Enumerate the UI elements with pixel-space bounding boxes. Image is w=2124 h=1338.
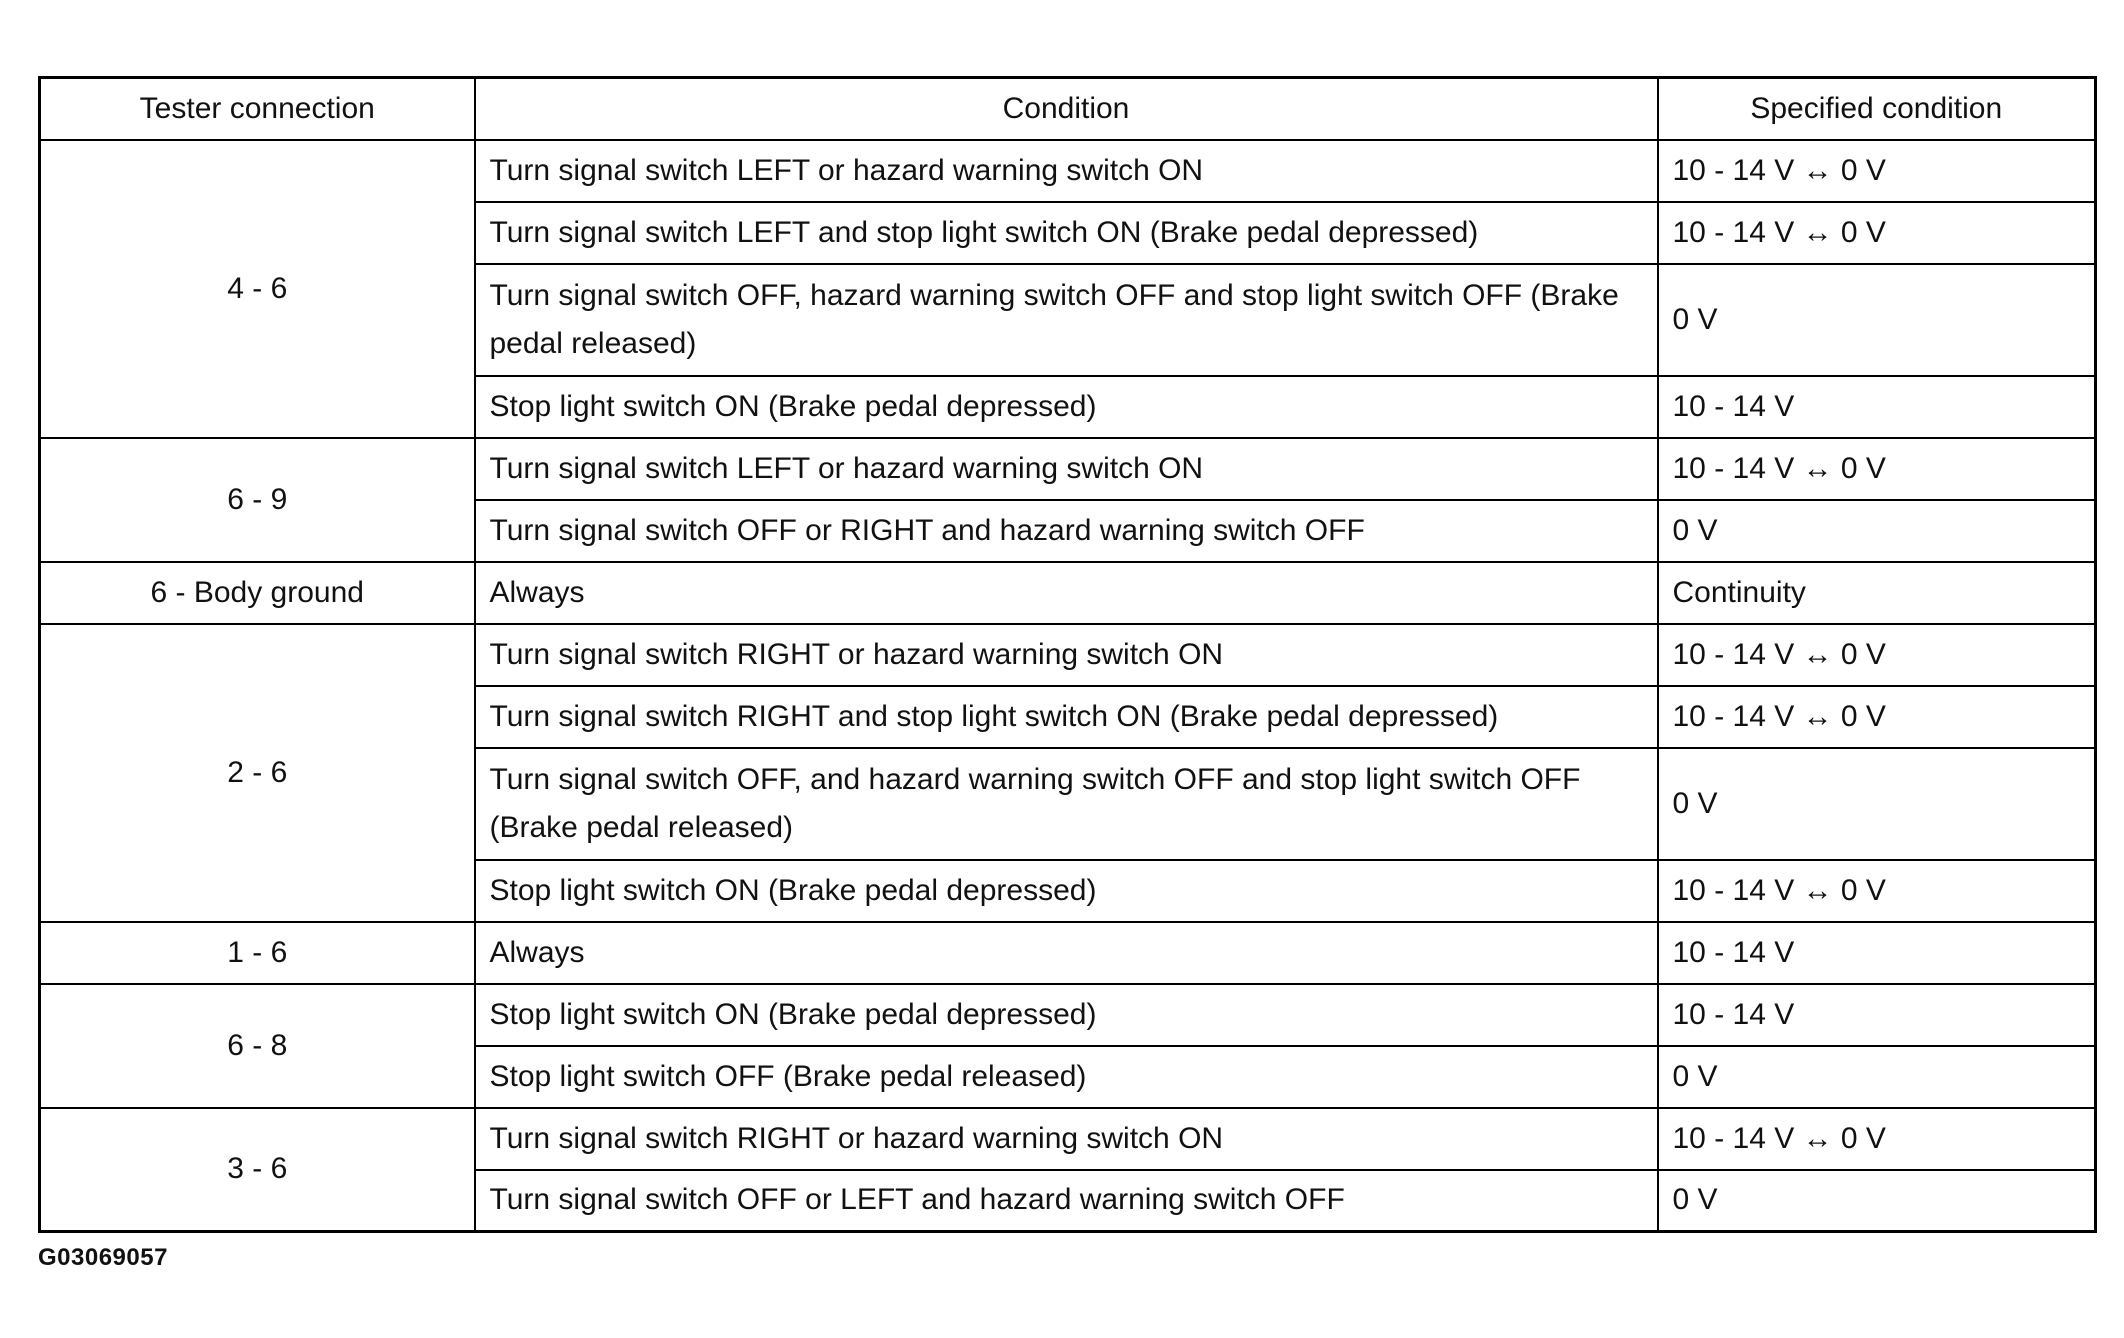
header-specified-condition: Specified condition: [1658, 78, 2096, 140]
specified-condition-cell: 0 V: [1658, 264, 2096, 376]
condition-cell: Always: [475, 562, 1658, 624]
header-condition: Condition: [475, 78, 1658, 140]
table-row: [40, 984, 2096, 1046]
tester-connection-cell: 6 - 9: [40, 438, 475, 562]
table-header: [40, 78, 2096, 140]
condition-cell: Stop light switch ON (Brake pedal depressed): [475, 984, 1658, 1046]
header-row: [40, 78, 2096, 140]
tester-connection-cell: 1 - 6: [40, 922, 475, 984]
condition-cell: Turn signal switch LEFT or hazard warning switch ON: [475, 438, 1658, 500]
condition-cell: Turn signal switch OFF or RIGHT and hazard warning switch OFF: [475, 500, 1658, 562]
specified-condition-cell: 10 - 14 V: [1658, 984, 2096, 1046]
specified-condition-cell: 0 V: [1658, 748, 2096, 860]
condition-cell: Stop light switch OFF (Brake pedal released): [475, 1046, 1658, 1108]
condition-cell: Turn signal switch RIGHT or hazard warning switch ON: [475, 1108, 1658, 1170]
table-row: [40, 922, 2096, 984]
specification-table: [38, 76, 2097, 1233]
condition-cell: Turn signal switch RIGHT and stop light switch ON (Brake pedal depressed): [475, 686, 1658, 748]
condition-cell: Turn signal switch OFF or LEFT and hazard warning switch OFF: [475, 1170, 1658, 1232]
condition-cell: Turn signal switch RIGHT or hazard warning switch ON: [475, 624, 1658, 686]
specified-condition-cell: 10 - 14 V ↔ 0 V: [1658, 140, 2096, 202]
tester-connection-cell: 3 - 6: [40, 1108, 475, 1232]
header-tester-connection: Tester connection: [40, 78, 475, 140]
tester-connection-cell: 2 - 6: [40, 624, 475, 922]
table-body: [40, 140, 2096, 1232]
condition-cell: Turn signal switch LEFT and stop light switch ON (Brake pedal depressed): [475, 202, 1658, 264]
tester-connection-cell: 6 - Body ground: [40, 562, 475, 624]
table-row: [40, 562, 2096, 624]
table-row: [40, 140, 2096, 202]
table-row: [40, 624, 2096, 686]
specified-condition-cell: 10 - 14 V ↔ 0 V: [1658, 686, 2096, 748]
specified-condition-cell: 0 V: [1658, 1046, 2096, 1108]
specified-condition-cell: 10 - 14 V ↔ 0 V: [1658, 202, 2096, 264]
condition-cell: Turn signal switch OFF, hazard warning switch OFF and stop light switch OFF (Brake pedal released): [475, 264, 1658, 376]
tester-connection-cell: 6 - 8: [40, 984, 475, 1108]
specified-condition-cell: Continuity: [1658, 562, 2096, 624]
condition-cell: Stop light switch ON (Brake pedal depressed): [475, 860, 1658, 922]
specified-condition-cell: 10 - 14 V ↔ 0 V: [1658, 624, 2096, 686]
table-row: [40, 1108, 2096, 1170]
table-row: [40, 438, 2096, 500]
specified-condition-cell: 0 V: [1658, 1170, 2096, 1232]
specified-condition-cell: 10 - 14 V ↔ 0 V: [1658, 860, 2096, 922]
specified-condition-cell: 10 - 14 V ↔ 0 V: [1658, 438, 2096, 500]
tester-connection-cell: 4 - 6: [40, 140, 475, 438]
condition-cell: Turn signal switch OFF, and hazard warning switch OFF and stop light switch OFF (Brake pedal released): [475, 748, 1658, 860]
specified-condition-cell: 10 - 14 V ↔ 0 V: [1658, 1108, 2096, 1170]
specified-condition-cell: 0 V: [1658, 500, 2096, 562]
condition-cell: Turn signal switch LEFT or hazard warning switch ON: [475, 140, 1658, 202]
figure-code: G03069057: [38, 1244, 168, 1271]
condition-cell: Stop light switch ON (Brake pedal depressed): [475, 376, 1658, 438]
condition-cell: Always: [475, 922, 1658, 984]
specified-condition-cell: 10 - 14 V: [1658, 376, 2096, 438]
specified-condition-cell: 10 - 14 V: [1658, 922, 2096, 984]
